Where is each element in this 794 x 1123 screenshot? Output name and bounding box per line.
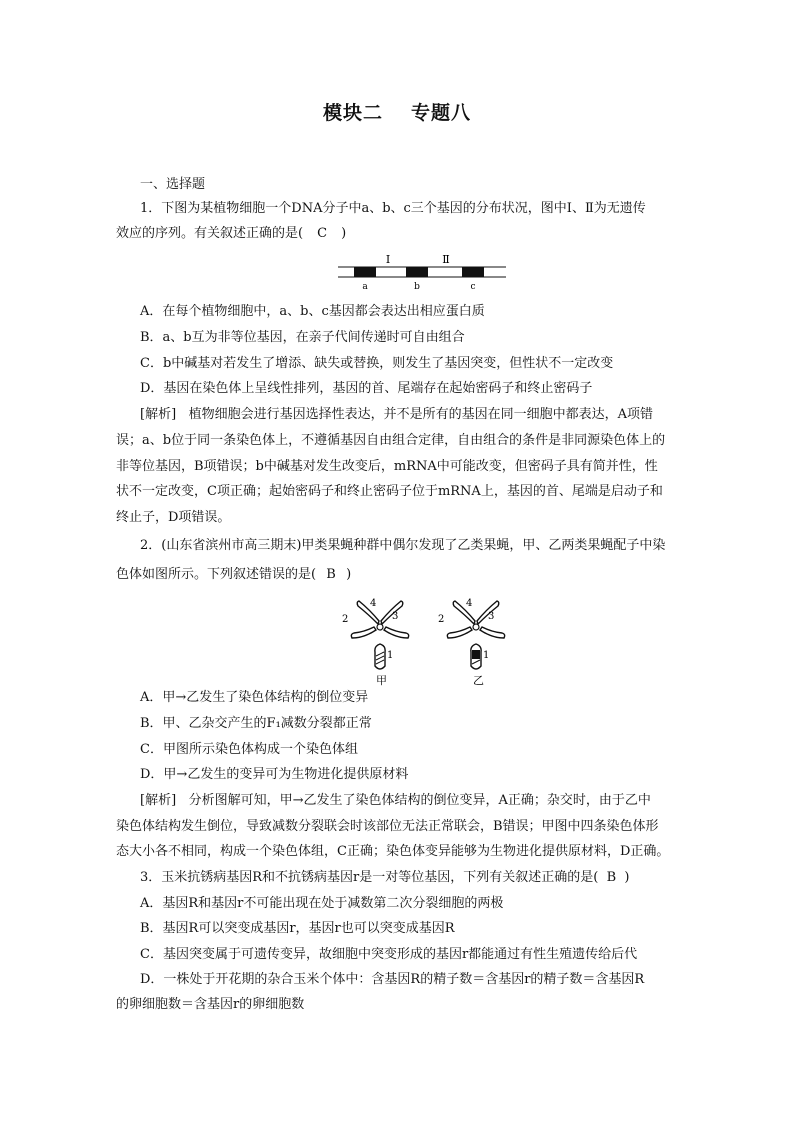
q1-option-b: B．a、b互为非等位基因，在亲子代间传递时可自由组合 xyxy=(140,330,465,345)
chromosome-label-3-right: 3 xyxy=(488,611,495,622)
q2-analysis-line-1: [解析] 分析图解可知，甲→乙发生了染色体结构的倒位变异，A正确；杂交时，由于乙中 xyxy=(140,793,651,808)
page-title xyxy=(0,98,794,125)
chromosome-label-4-right: 4 xyxy=(466,598,473,609)
q2-answer: B xyxy=(326,567,336,582)
gene-b-label: b xyxy=(414,282,420,292)
q2-option-a: A．甲→乙发生了染色体结构的倒位变异 xyxy=(140,690,369,705)
q3-option-d-line-1: D．一株处于开花期的杂合玉米个体中：含基因R的精子数＝含基因r的精子数＝含基因R xyxy=(140,972,645,987)
topic-title: 专题八 xyxy=(411,102,472,124)
q3-option-a: A．基因R和基因r不可能出现在处于减数第二次分裂细胞的两极 xyxy=(140,896,504,911)
q3-option-b: B．基因R可以突变成基因r，基因r也可以突变成基因R xyxy=(140,921,455,936)
region-1-label: Ⅰ xyxy=(385,253,391,266)
dna-gene-figure xyxy=(336,252,508,292)
q2-stem-line-2: 色体如图所示。下列叙述错误的是( B ) xyxy=(116,567,352,582)
q1-analysis-line-1: [解析] 植物细胞会进行基因选择性表达，并不是所有的基因在同一细胞中都表达，A项错 xyxy=(140,407,653,422)
chromosome-set-jia xyxy=(351,601,408,669)
chromosome-label-4-left: 4 xyxy=(370,598,377,609)
q1-option-d: D．基因在染色体上呈线性排列，基因的首、尾端存在起始密码子和终止密码子 xyxy=(140,381,593,396)
q3-option-c: C．基因突变属于可遗传变异，故细胞中突变形成的基因r都能通过有性生殖遗传给后代 xyxy=(140,947,638,962)
gene-c-label: c xyxy=(470,282,476,292)
q1-analysis-tag: [解析] xyxy=(140,407,177,422)
module-title: 模块二 xyxy=(322,102,383,124)
section-heading: 一、选择题 xyxy=(140,177,206,192)
caption-yi: 乙 xyxy=(473,674,484,686)
chromosome-label-2-left: 2 xyxy=(342,614,349,625)
q1-analysis-line-4: 状不一定改变，C项正确；起始密码子和终止密码子位于mRNA上，基因的首、尾端是启动子和 xyxy=(116,484,663,499)
chromosome-label-1-right: 1 xyxy=(483,650,490,661)
q2-analysis-line-2: 染色体结构发生倒位，导致减数分裂联会时该部位无法正常联会，B错误；甲图中四条染色体形 xyxy=(116,819,659,834)
region-2-label: Ⅱ xyxy=(442,253,450,266)
q1-analysis-line-2: 误；a、b位于同一条染色体上，不遵循基因自由组合定律，自由组合的条件是非同源染色体上的 xyxy=(116,433,666,448)
caption-jia: 甲 xyxy=(376,674,387,686)
q1-answer: C xyxy=(317,226,328,241)
q1-option-a: A．在每个植物细胞中，a、b、c基因都会表达出相应蛋白质 xyxy=(140,304,485,319)
q2-option-b: B．甲、乙杂交产生的F₁减数分裂都正常 xyxy=(140,716,372,731)
chromosome-label-2-right: 2 xyxy=(438,614,445,625)
chromosome-label-3-left: 3 xyxy=(392,611,399,622)
q2-analysis-tag: [解析] xyxy=(140,793,177,808)
chromosome-figure xyxy=(334,594,522,686)
q1-stem-line-1: 1．下图为某植物细胞一个DNA分子中a、b、c三个基因的分布状况，图中Ⅰ、Ⅱ为无遗传 xyxy=(140,201,646,216)
chromosome-label-1-left: 1 xyxy=(387,650,394,661)
chromosome-set-yi xyxy=(447,601,504,669)
q2-option-c: C．甲图所示染色体构成一个染色体组 xyxy=(140,742,358,757)
q2-option-d: D．甲→乙发生的变异可为生物进化提供原材料 xyxy=(140,767,409,782)
gene-c-block xyxy=(462,267,484,277)
gene-b-block xyxy=(406,267,428,277)
q1-stem-line-2: 效应的序列。有关叙述正确的是( C ) xyxy=(116,226,347,241)
q2-stem-line-1: 2．(山东省滨州市高三期末)甲类果蝇种群中偶尔发现了乙类果蝇，甲、乙两类果蝇配子中染 xyxy=(140,538,666,553)
gene-a-label: a xyxy=(362,282,368,292)
q1-analysis-line-5: 终止子，D项错误。 xyxy=(116,510,231,525)
q3-answer: B xyxy=(606,870,617,885)
q2-analysis-line-3: 态大小各不相同，构成一个染色体组，C正确；染色体变异能够为生物进化提供原材料，D正确。 xyxy=(116,844,670,859)
gene-a-block xyxy=(354,267,376,277)
q3-stem: 3．玉米抗锈病基因R和不抗锈病基因r是一对等位基因，下列有关叙述正确的是( B ) xyxy=(140,870,630,885)
q1-analysis-line-3: 非等位基因，B项错误；b中碱基对发生改变后，mRNA中可能改变，但密码子具有简并性，性 xyxy=(116,459,658,474)
q3-option-d-line-2: 的卵细胞数＝含基因r的卵细胞数 xyxy=(116,997,305,1012)
q1-option-c: C．b中碱基对若发生了增添、缺失或替换，则发生了基因突变，但性状不一定改变 xyxy=(140,356,614,371)
